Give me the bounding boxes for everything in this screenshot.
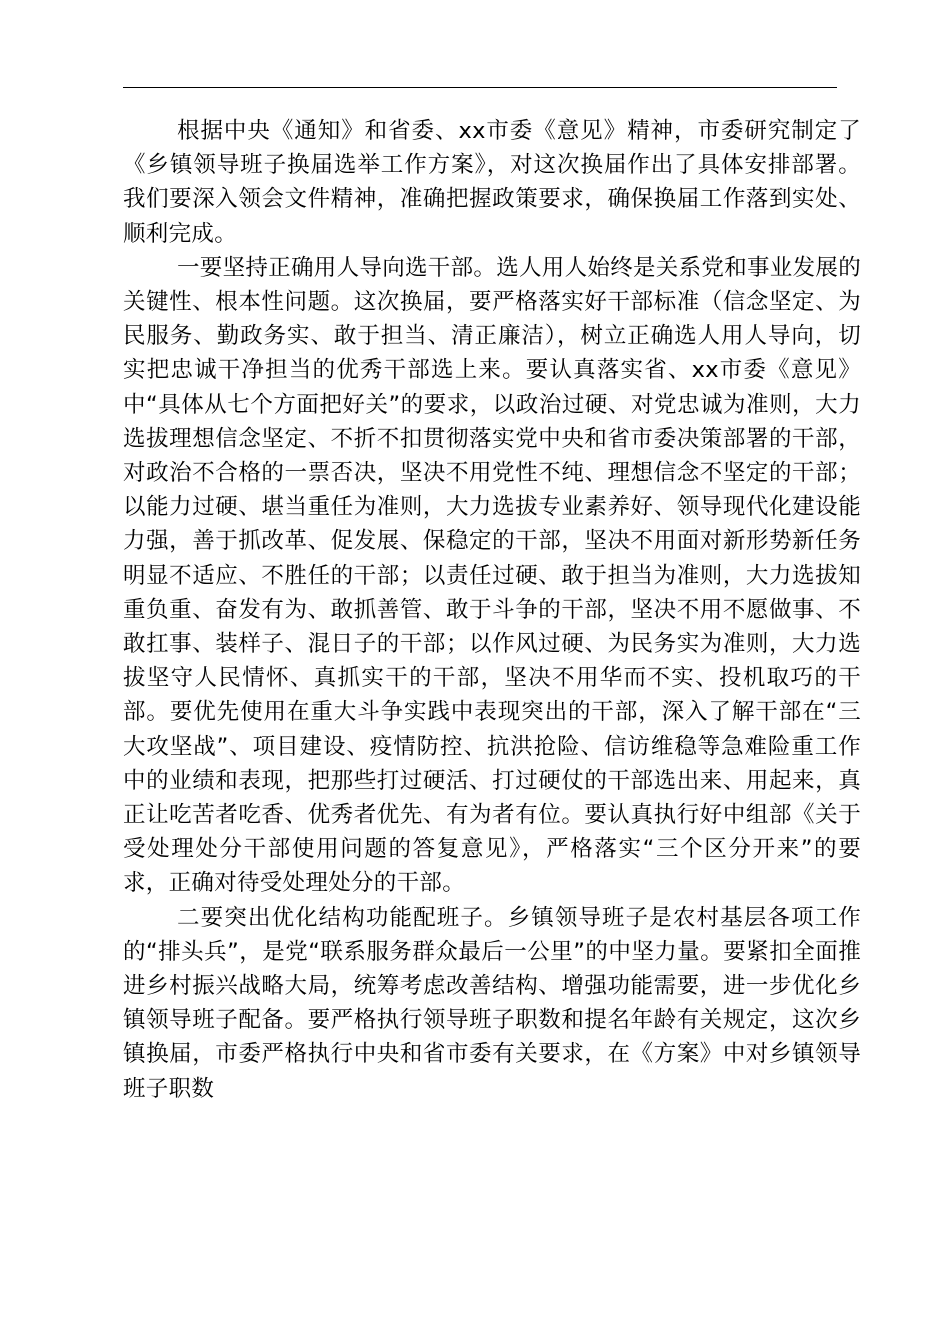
document-body: [123, 114, 861, 1106]
paragraph-point-one: 一要坚持正确用人导向选干部。选人用人始终是关系党和事业发展的关键性、根本性问题。这次换届，要严格落实好干部标准（信念坚定、为民服务、勤政务实、敢于担当、清正廉洁），树立正确选人用人导向，切实把忠诚干净担当的优秀干部选上来。要认真落实省、xx市委《意见》中“具体从七个方面把好关”的要求，以政治过硬、对党忠诚为准则，大力选拔理想信念坚定、不折不扣贯彻落实党中央和省市委决策部署的干部，对政治不合格的一票否决，坚决不用党性不纯、理想信念不坚定的干部；以能力过硬、堪当重任为准则，大力选拔专业素养好、领导现代化建设能力强，善于抓改革、促发展、保稳定的干部，坚决不用面对新形势新任务明显不适应、不胜任的干部；以责任过硬、敢于担当为准则，大力选拔知重负重、奋发有为、敢抓善管、敢于斗争的干部，坚决不用不愿做事、不敢扛事、装样子、混日子的干部；以作风过硬、为民务实为准则，大力选拔坚守人民情怀、真抓实干的干部，坚决不用华而不实、投机取巧的干部。要优先使用在重大斗争实践中表现突出的干部，深入了解干部在“三大攻坚战”、项目建设、疫情防控、抗洪抢险、信访维稳等急难险重工作中的业绩和表现，把那些打过硬活、打过硬仗的干部选出来、用起来，真正让吃苦者吃香、优秀者优先、有为者有位。要认真执行好中组部《关于受处理处分干部使用问题的答复意见》，严格落实“三个区分开来”的要求，正确对待受处理处分的干部。: [123, 254, 862, 897]
paragraph-point-two: 二要突出优化结构功能配班子。乡镇领导班子是农村基层各项工作的“排头兵”，是党“联系服务群众最后一公里”的中坚力量。要紧扣全面推进乡村振兴战略大局，统筹考虑改善结构、增强功能需要，进一步优化乡镇领导班子配备。要严格执行领导班子职数和提名年龄有关规定，这次乡镇换届，市委严格执行中央和省市委有关要求，在《方案》中对乡镇领导班子职数: [123, 904, 861, 1102]
header-rule: [123, 87, 837, 88]
paragraph-intro: 根据中央《通知》和省委、xx市委《意见》精神，市委研究制定了《乡镇领导班子换届选举工作方案》，对这次换届作出了具体安排部署。我们要深入领会文件精神，准确把握政策要求，确保换届工作落到实处、顺利完成。: [123, 118, 861, 247]
